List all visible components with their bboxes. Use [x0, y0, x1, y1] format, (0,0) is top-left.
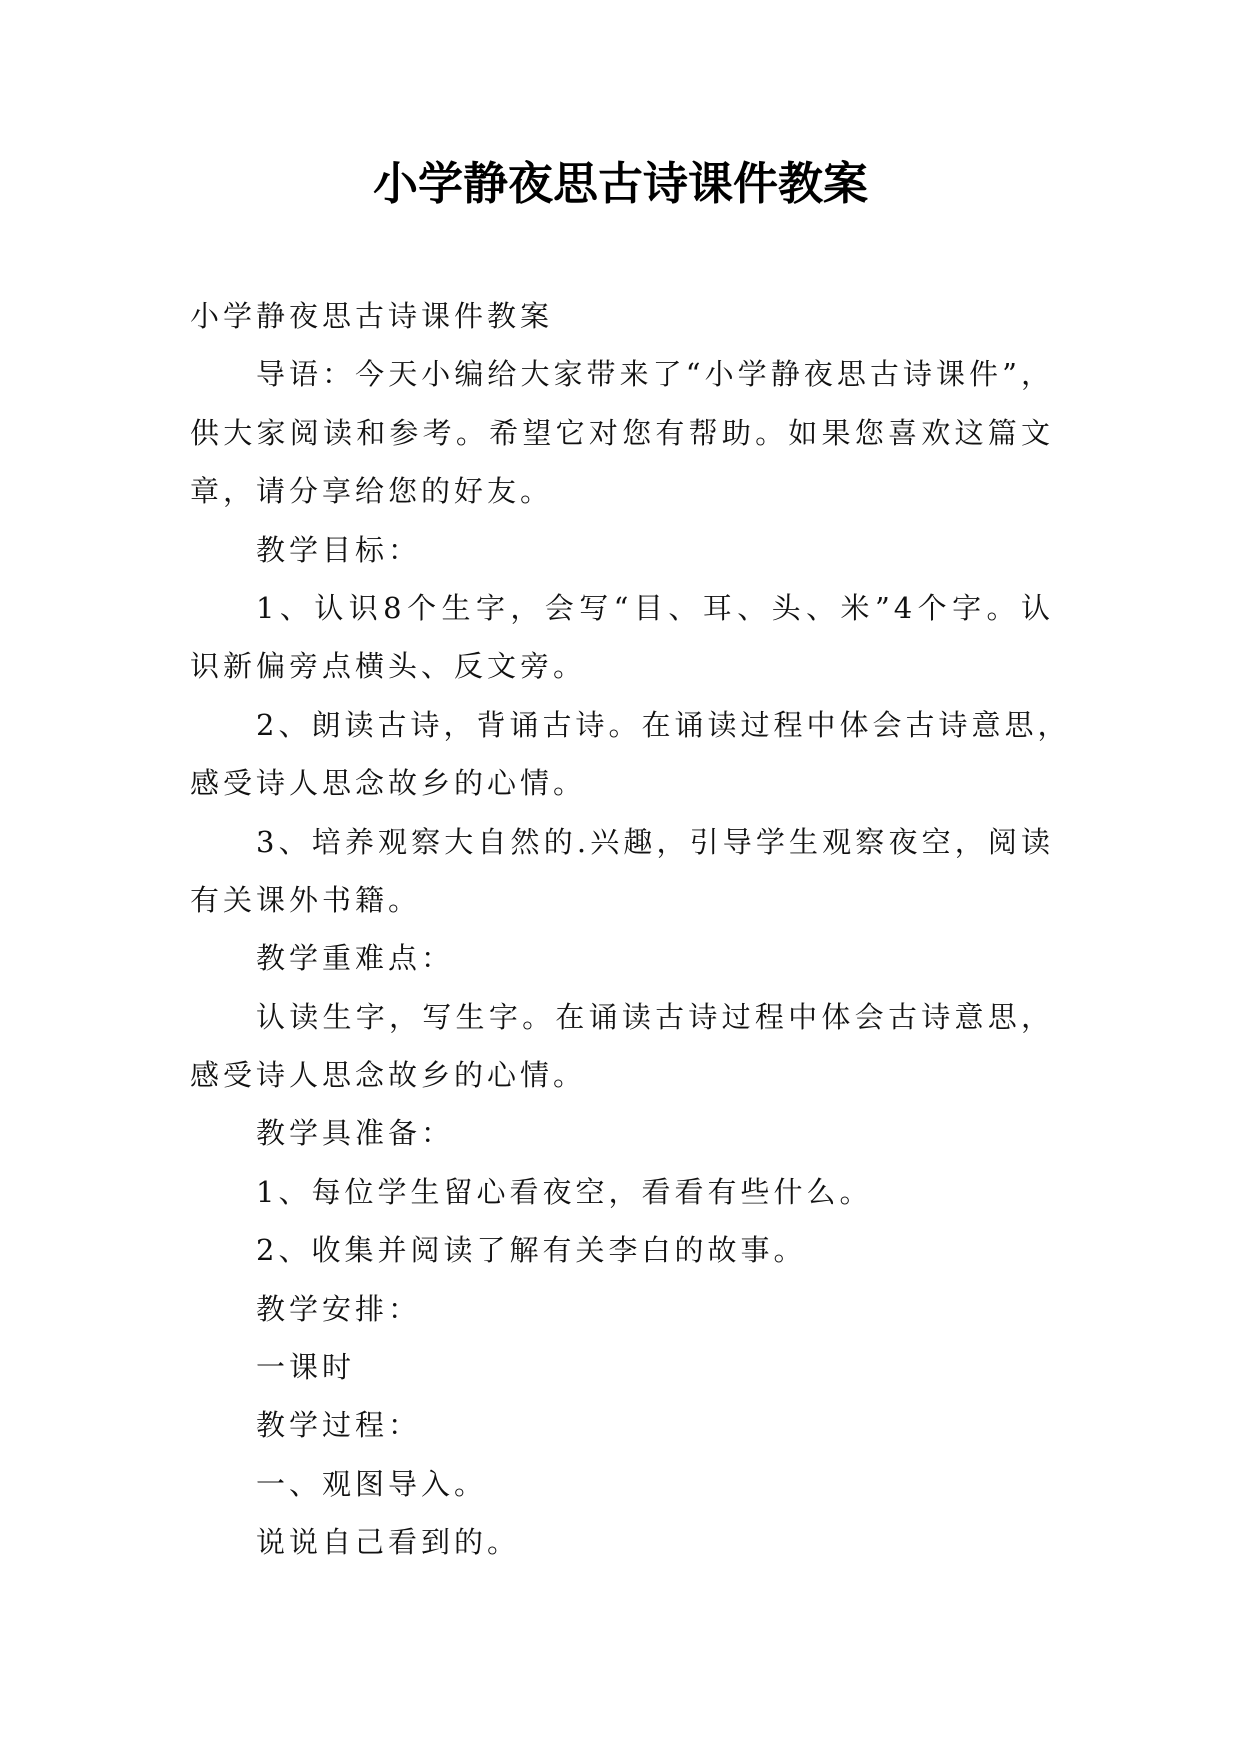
text-line: 感受诗人思念故乡的心情。	[190, 766, 587, 801]
text-line: 1、每位学生留心看夜空，看看有些什么。	[256, 1174, 873, 1209]
goal-item-2	[190, 696, 1071, 813]
text-line: 有关课外书籍。	[190, 882, 422, 917]
material-item-2	[190, 1221, 1054, 1279]
text-line: 1、认识8个生字，会写“目、耳、头、米”4个字。认	[256, 590, 1054, 625]
text-line: 认读生字，写生字。在诵读古诗过程中体会古诗意思，	[256, 999, 1054, 1034]
text-line: 一课时	[256, 1350, 356, 1385]
text-line: 教学目标：	[256, 532, 422, 567]
schedule-text	[190, 1338, 1054, 1396]
heading-key-difficulties	[190, 929, 1054, 987]
text-line: 导语：今天小编给大家带来了“小学静夜思古诗课件”，	[256, 357, 1054, 392]
process-step-1-text	[190, 1513, 1054, 1571]
document-body	[190, 287, 1071, 1572]
text-line: 章，请分享给您的好友。	[190, 474, 554, 509]
text-line: 2、收集并阅读了解有关李白的故事。	[256, 1233, 807, 1268]
text-line: 说说自己看到的。	[256, 1525, 521, 1560]
text-line: 感受诗人思念故乡的心情。	[190, 1058, 587, 1093]
goal-item-1	[190, 579, 1054, 696]
intro-paragraph	[190, 345, 1054, 520]
text-line: 一、观图导入。	[256, 1466, 488, 1501]
text-line: 供大家阅读和参考。希望它对您有帮助。如果您喜欢这篇文	[190, 415, 1054, 450]
text-line: 识新偏旁点横头、反文旁。	[190, 649, 587, 684]
doc-subtitle	[190, 287, 1054, 345]
heading-teaching-schedule	[190, 1280, 1054, 1338]
process-step-1	[190, 1455, 1054, 1513]
text-line: 教学具准备：	[256, 1116, 455, 1151]
text-line: 教学过程：	[256, 1408, 422, 1443]
heading-teaching-process	[190, 1396, 1054, 1454]
key-difficulties-text	[190, 988, 1054, 1105]
text-line: 教学重难点：	[256, 941, 455, 976]
goal-item-3	[190, 813, 1054, 930]
text-line: 2、朗读古诗，背诵古诗。在诵读过程中体会古诗意思，	[256, 707, 1071, 742]
text-line: 小学静夜思古诗课件教案	[190, 299, 554, 333]
heading-teaching-goals	[190, 521, 1054, 579]
heading-teaching-materials	[190, 1104, 1054, 1162]
document-title: 小学静夜思古诗课件教案	[372, 157, 868, 210]
text-line: 教学安排：	[256, 1291, 422, 1326]
text-line: 3、培养观察大自然的.兴趣，引导学生观察夜空，阅读	[256, 824, 1054, 859]
material-item-1	[190, 1163, 1054, 1221]
